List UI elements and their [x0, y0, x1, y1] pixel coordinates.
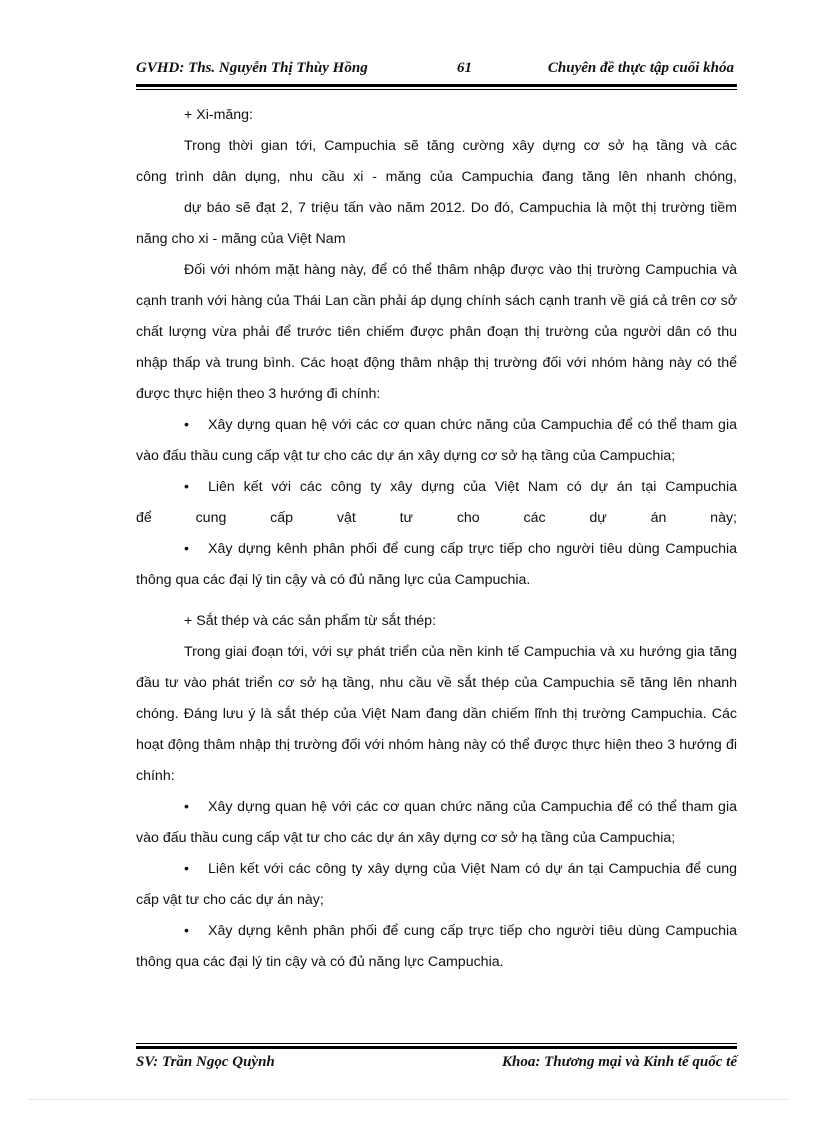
list-item — [136, 534, 737, 596]
list-item-text: Xây dựng kênh phân phối để cung cấp trực tiếp cho người tiêu dùng Campuchia thông qua các đại lý tin cậy và có đủ năng lực của Campuchia. — [136, 541, 737, 588]
list-item — [136, 792, 737, 854]
list-item-text: Xây dựng quan hệ với các cơ quan chức năng của Campuchia để có thể tham gia vào đấu thầu cung cấp vật tư cho các dự án xây dựng cơ sở hạ tầng của Campuchia; — [136, 417, 737, 464]
paragraph-line: Trong thời gian tới, Campuchia sẽ tăng cường xây dựng cơ sở hạ tầng và các — [184, 138, 737, 154]
paragraph-line: công trình dân dụng, nhu cầu xi - măng của Campuchia đang tăng lên nhanh chóng, — [136, 169, 737, 185]
bullet-icon: • — [184, 923, 189, 939]
bullet-icon: • — [184, 861, 189, 877]
report-title: Chuyên đề thực tập cuối khóa — [547, 60, 734, 76]
list-item — [136, 916, 737, 978]
bullet-icon: • — [184, 479, 189, 495]
paragraph: Đối với nhóm mặt hàng này, để có thể thâm nhập được vào thị trường Campuchia và cạnh tranh với hàng của Thái Lan cần phải áp dụng chính sách cạnh tranh về giá cả trên cơ sở chất lượng vừa phải để trước tiên chiếm được phân đoạn thị trường của người dân có thu nhập thấp và trung bình. Các hoạt động thâm nhập thị trường đối với nhóm hàng này có thể được thực hiện theo 3 hướng đi chính: — [136, 262, 737, 402]
page-header — [136, 58, 736, 82]
header-rule-thick — [136, 84, 737, 87]
advisor-name: GVHD: Ths. Nguyễn Thị Thùy Hồng — [136, 60, 368, 76]
document-body — [136, 100, 737, 978]
list-item-text: Xây dựng kênh phân phối để cung cấp trực tiếp cho người tiêu dùng Campuchia thông qua các đại lý tin cậy và có đủ năng lực Campuchia. — [136, 923, 737, 970]
steel-heading: + Sắt thép và các sản phẩm từ sắt thép: — [184, 613, 437, 629]
bullet-icon: • — [184, 417, 189, 433]
paragraph: Trong giai đoạn tới, với sự phát triển của nền kinh tế Campuchia và xu hướng gia tăng đầu tư vào phát triển cơ sở hạ tầng, nhu cầu về sắt thép của Campuchia sẽ tăng lên nhanh chóng. Đáng lưu ý là sắt thép của Việt Nam đang dần chiếm lĩnh thị trường Campuchia. Các hoạt động thâm nhập thị trường đối với nhóm hàng này có thể được thực hiện theo 3 hướng đi chính: — [136, 644, 737, 784]
list-item — [136, 854, 737, 916]
paragraph: dự báo sẽ đạt 2, 7 triệu tấn vào năm 2012. Do đó, Campuchia là một thị trường tiềm năng cho xi - măng của Việt Nam — [136, 200, 737, 247]
list-item-continuation: để cung cấp vật tư cho các dự án này; — [136, 510, 737, 526]
page-number: 61 — [457, 60, 472, 76]
footer-rule-thin — [136, 1043, 737, 1044]
page-edge-divider — [28, 1099, 788, 1100]
bullet-icon: • — [184, 541, 189, 557]
list-item-text: Liên kết với các công ty xây dựng của Việt Nam có dự án tại Campuchia — [208, 479, 737, 495]
list-item-text: Liên kết với các công ty xây dựng của Việt Nam có dự án tại Campuchia để cung cấp vật tư cho các dự án này; — [136, 861, 737, 908]
header-rule-thin — [136, 89, 737, 90]
faculty-name: Khoa: Thương mại và Kinh tế quốc tế — [502, 1054, 737, 1070]
page-footer — [136, 1054, 737, 1078]
list-item-text: Xây dựng quan hệ với các cơ quan chức năng của Campuchia để có thể tham gia vào đấu thầu cung cấp vật tư cho các dự án xây dựng cơ sở hạ tầng của Campuchia; — [136, 799, 737, 846]
list-item — [136, 410, 737, 472]
list-item — [136, 472, 737, 503]
cement-heading: + Xi-măng: — [184, 107, 253, 123]
student-name: SV: Trần Ngọc Quỳnh — [136, 1054, 275, 1070]
footer-rule-thick — [136, 1046, 737, 1049]
bullet-icon: • — [184, 799, 189, 815]
